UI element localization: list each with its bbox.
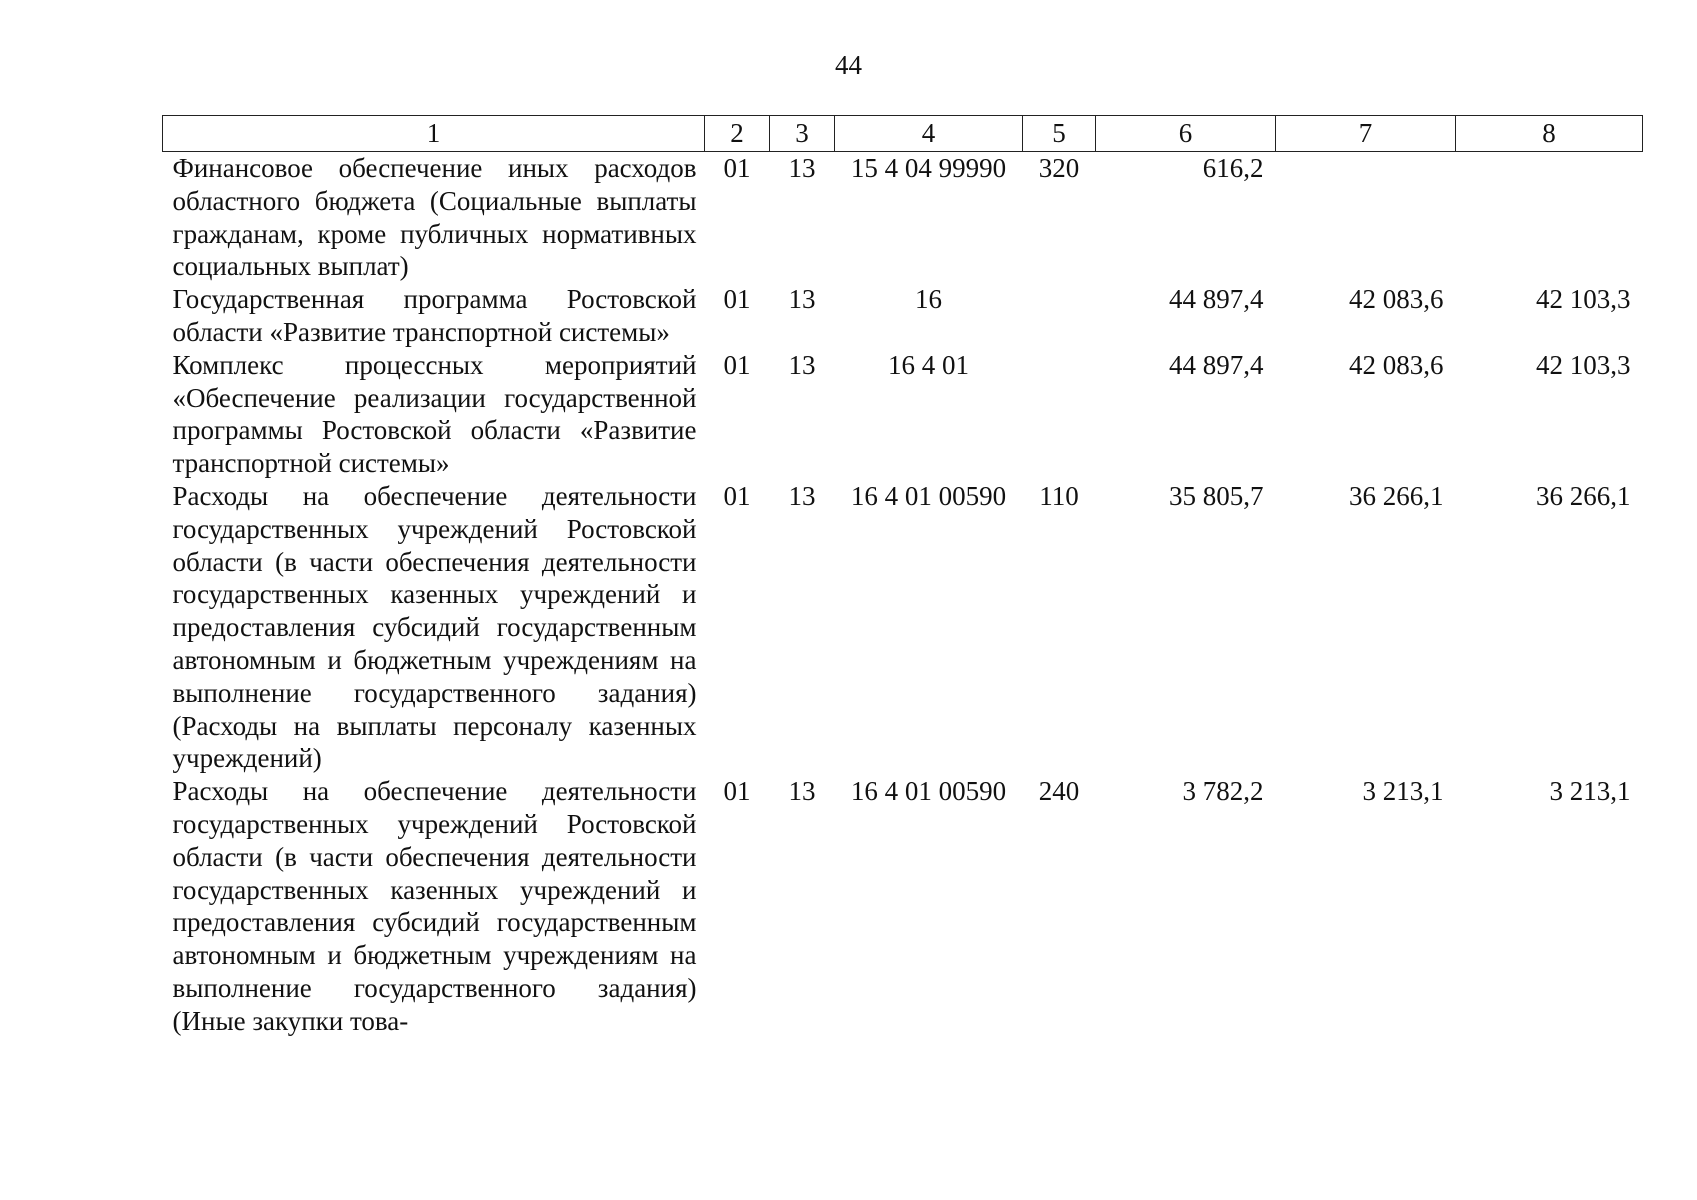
page-number: 44 (835, 50, 862, 80)
header-col-3: 3 (770, 116, 835, 152)
row-target-article: 16 4 01 00590 (850, 480, 1007, 511)
row-subsection-code: 13 (788, 349, 816, 380)
budget-table (162, 115, 1643, 1038)
row-description: Государственная программа Ростовской области «Развитие транспортной системы» (172, 284, 697, 347)
table-row (163, 480, 1643, 775)
header-col-8: 8 (1456, 116, 1643, 152)
header-col-4: 4 (835, 116, 1023, 152)
row-amount-col7: 3 213,1 (1362, 776, 1444, 807)
row-description: Расходы на обеспечение деятельности государственных учреждений Ростовской области (в части обеспечения деятельности государственных казенных учреждений и предоставления субсидий государственным автономным и бюджетным учреждениям на выполнение государственного задания) (Иные закупки това- (172, 776, 697, 1036)
row-amount-col8: 36 266,1 (1536, 480, 1631, 511)
row-section-code: 01 (723, 776, 751, 807)
row-amount-col8: 42 103,3 (1536, 349, 1631, 380)
table-row (163, 775, 1643, 1037)
row-target-article: 16 (915, 284, 942, 315)
row-amount-col6: 35 805,7 (1169, 480, 1264, 511)
row-amount-col6: 44 897,4 (1169, 284, 1264, 315)
row-subsection-code: 13 (788, 480, 816, 511)
table-row (163, 283, 1643, 349)
row-subsection-code: 13 (788, 776, 816, 807)
row-amount-col7: 42 083,6 (1349, 349, 1444, 380)
row-section-code: 01 (723, 153, 751, 183)
row-expense-type: 110 (1039, 480, 1079, 511)
row-section-code: 01 (723, 480, 751, 511)
row-amount-col8 (1456, 152, 1643, 284)
row-section-code: 01 (723, 284, 751, 315)
row-expense-type: 320 (1038, 153, 1080, 183)
row-description: Расходы на обеспечение деятельности государственных учреждений Ростовской области (в части обеспечения деятельности государственных казенных учреждений и предоставления субсидий государственным автономным и бюджетным учреждениям на выполнение государственного задания) (Расходы на выплаты персоналу казенных учреждений) (172, 480, 697, 774)
header-col-6: 6 (1096, 116, 1276, 152)
row-expense-type (1023, 349, 1096, 480)
row-amount-col7 (1276, 152, 1456, 284)
row-amount-col7: 42 083,6 (1349, 284, 1444, 315)
header-col-7: 7 (1276, 116, 1456, 152)
row-subsection-code: 13 (788, 284, 816, 315)
row-amount-col8: 3 213,1 (1549, 776, 1631, 807)
row-expense-type (1023, 283, 1096, 349)
table-row (163, 349, 1643, 480)
row-amount-col6: 3 782,2 (1182, 776, 1264, 807)
table-row (163, 152, 1643, 284)
header-col-5: 5 (1023, 116, 1096, 152)
row-expense-type: 240 (1038, 776, 1080, 807)
row-target-article: 16 4 01 00590 (850, 776, 1007, 807)
row-subsection-code: 13 (788, 153, 816, 183)
table-header-row (163, 116, 1643, 152)
row-amount-col6: 616,2 (1202, 153, 1264, 183)
header-col-2: 2 (705, 116, 770, 152)
header-col-1: 1 (163, 116, 705, 152)
row-amount-col7: 36 266,1 (1349, 480, 1444, 511)
row-amount-col6: 44 897,4 (1169, 349, 1264, 380)
row-amount-col8: 42 103,3 (1536, 284, 1631, 315)
row-target-article: 16 4 01 (888, 349, 969, 380)
row-section-code: 01 (723, 349, 751, 380)
row-target-article: 15 4 04 99990 (850, 153, 1007, 183)
row-description: Комплекс процессных мероприятий «Обеспечение реализации государственной программы Ростовской области «Развитие транспортной системы» (172, 349, 697, 479)
row-description: Финансовое обеспечение иных расходов областного бюджета (Социальные выплаты гражданам, кроме публичных нормативных социальных выплат) (172, 153, 697, 282)
